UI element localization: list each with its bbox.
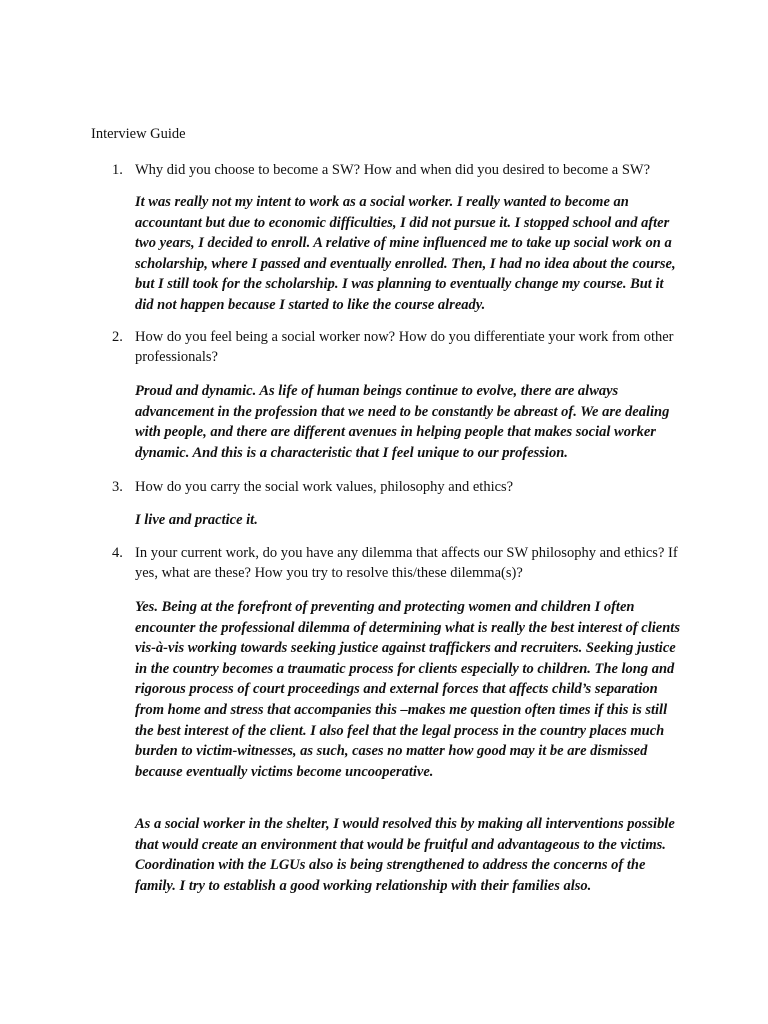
document-title: Interview Guide xyxy=(91,126,186,142)
question-text: Why did you choose to become a SW? How and when did you desired to become a SW? xyxy=(135,162,651,178)
question-number: 1. xyxy=(112,162,123,178)
question-number: 3. xyxy=(112,479,123,495)
answer-text: As a social worker in the shelter, I would resolved this by making all interventions possible that would create an environment that would be fruitful and advantageous to the victims. Coordination with the LGUs also is being strengthened to address the concerns of the family. I try to establish a good working relationship with their families also. xyxy=(135,816,675,894)
answer-text: Yes. Being at the forefront of preventing and protecting women and children I often encounter the professional dilemma of determining what is really the best interest of clients vis-à-vis working towards seeking justice against traffickers and recruiters. Seeking justice in the country becomes a traumatic process for clients especially to children. The long and rigorous process of court proceedings and external forces that affects child’s separation from home and stress that accompanies this –makes me question often times if this is still the best interest of the client. I also feel that the legal process in the country places much burden to victim-witnesses, as such, cases no matter how good may it be are dismissed because eventually victims become uncooperative. xyxy=(135,599,680,780)
question-text: In your current work, do you have any dilemma that affects our SW philosophy and ethics? If yes, what are these? How you try to resolve this/these dilemma(s)? xyxy=(135,545,678,581)
question-text: How do you feel being a social worker now? How do you differentiate your work from other professionals? xyxy=(135,329,674,365)
question-number: 2. xyxy=(112,329,123,345)
answer-text: I live and practice it. xyxy=(135,512,258,528)
question-number: 4. xyxy=(112,545,123,561)
answer-text: Proud and dynamic. As life of human beings continue to evolve, there are always advancement in the profession that we need to be constantly be abreast of. We are dealing with people, and there are different avenues in helping people that makes social worker dynamic. And this is a characteristic that I feel unique to our profession. xyxy=(135,383,670,461)
answer-text: It was really not my intent to work as a social worker. I really wanted to become an accountant but due to economic difficulties, I did not pursue it. I stopped school and after two years, I decided to enroll. A relative of mine influenced me to take up social work on a scholarship, where I passed and eventually enrolled. Then, I had no idea about the course, but I still took for the scholarship. I was planning to eventually change my course. But it did not happen because I started to like the course already. xyxy=(135,194,676,313)
question-text: How do you carry the social work values, philosophy and ethics? xyxy=(135,479,514,495)
